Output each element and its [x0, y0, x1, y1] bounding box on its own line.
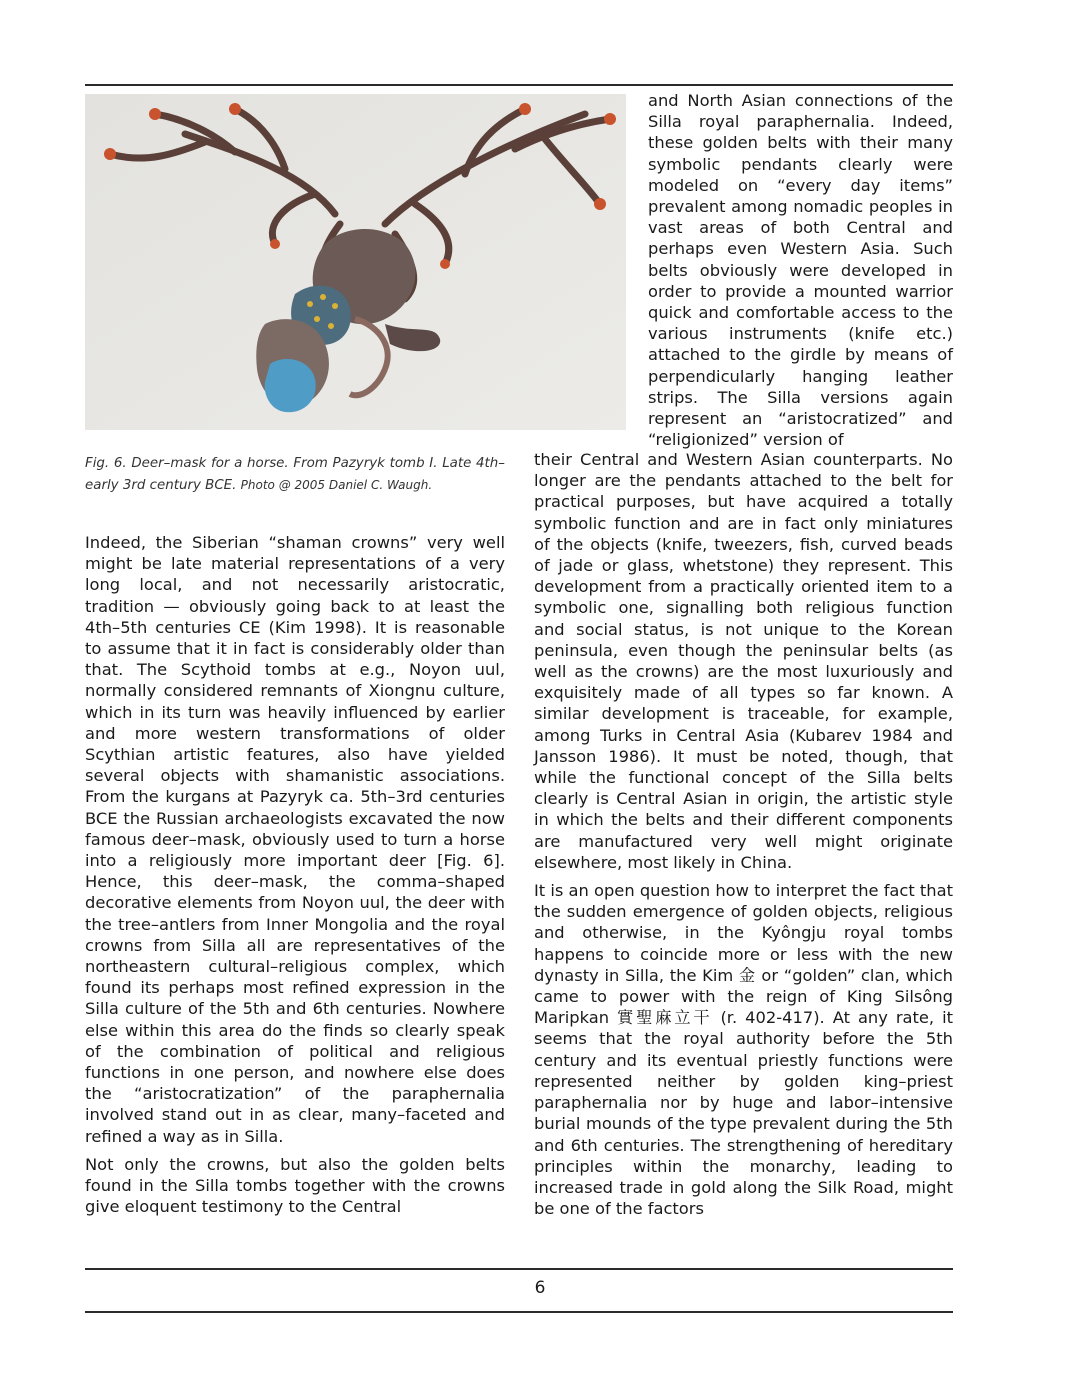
deer-mask-image — [85, 94, 626, 430]
left-paragraph-2: Not only the crowns, but also the golden belts found in the Silla tombs together with the crowns give eloquent testimony to the Central — [85, 1154, 505, 1217]
figure-deer-mask-photo — [85, 94, 626, 430]
bottom-rule-upper — [85, 1268, 953, 1270]
right-paragraph-1-continued: their Central and Western Asian counterparts. No longer are the pendants attached to the belt for practical purposes, but have acquired a totally symbolic function and are in fact only miniatures of the objects (knife, tweezers, fish, curved beads of jade or glass, whetstone) they represent. This development from a practically oriented item to a symbolic one, signalling both religious function and social status, is not unique to the Korean peninsula, even though the peninsular belts (as well as the crowns) are the most luxuriously and exquisitely made of all types so far known. A similar development is traceable, for example, among Turks in Central Asia (Kubarev 1984 and Jansson 1986). It must be noted, though, that while the functional concept of the Silla belts clearly is Central Asian in origin, the artistic style in which the belts and their different components are manufactured very well might originate elsewhere, most likely in China. — [534, 450, 953, 872]
caption-main: Fig. 6. Deer–mask for a horse. From Pazyryk tomb I. Late 4th–early 3rd century BCE. — [85, 456, 505, 493]
left-column — [85, 532, 505, 1225]
figure-caption — [85, 453, 505, 496]
right-column-top — [648, 90, 953, 457]
caption-credit: Photo @ 2005 Daniel C. Waugh. — [240, 477, 433, 492]
top-rule — [85, 84, 953, 86]
right-column — [534, 449, 953, 1226]
bottom-rule-lower — [85, 1311, 953, 1313]
left-paragraph-1: Indeed, the Siberian “shaman crowns” very well might be late material representations of a very long local, and not necessarily aristocratic, tradition — obviously going back to at least the 4th–5th centuries CE (Kim 1998). It is reasonable to assume that it in fact is considerably older than that. The Scythoid tombs at e.g., Noyon uul, normally considered remnants of Xiongnu culture, which in its turn was heavily influenced by earlier and more western transformations of older Scythian artistic features, also have yielded several objects with shamanistic associations. From the kurgans at Pazyryk ca. 5th–3rd centuries BCE the Russian archaeologists excavated the now famous deer–mask, obviously used to turn a horse into a religiously more important deer [Fig. 6]. Hence, this deer–mask, the comma–shaped decorative elements from Noyon uul, the deer with the tree–antlers from Inner Mongolia and the royal crowns from Silla all are representatives of the northeastern cultural–religious complex, which found its perhaps most refined expression in the Silla culture of the 5th and 6th centuries. Nowhere else within this area do the finds so clearly speak of the combination of political and religious functions in one person, and nowhere else does the “aristocratization” of the paraphernalia involved stand out in as clear, many–faceted and refined a way as in Silla. — [85, 533, 505, 1146]
page-number: 6 — [534, 1278, 546, 1298]
right-paragraph-1-top: and North Asian connections of the Silla royal paraphernalia. Indeed, these golden belts with their many symbolic pendants clearly were modeled on “every day items” prevalent among nomadic peoples in vast areas of both Central and perhaps even Western Asia. Such belts obviously were developed in order to provide a mounted warrior quick and comfortable access to the various instruments (knife etc.) attached to the girdle by means of perpendicularly hanging leather strips. The Silla versions again represent an “aristocratized” and “religionized” version of — [648, 91, 953, 450]
right-paragraph-2: It is an open question how to interpret the fact that the sudden emergence of golden objects, religious and otherwise, in the Kyôngju royal tombs happens to coincide more or less with the new dynasty in Silla, the Kim 金 or “golden” clan, which came to power with the reign of King Silsông Maripkan 實聖麻立干 (r. 402-417). At any rate, it seems that the royal authority before the 5th century and its eventual priestly functions were represented neither by golden king–priest paraphernalia nor by huge and labor–intensive burial mounds of the type prevalent during the 5th and 6th centuries. The strengthening of hereditary principles within the monarchy, leading to increased trade in gold along the Silk Road, might be one of the factors — [534, 881, 953, 1219]
